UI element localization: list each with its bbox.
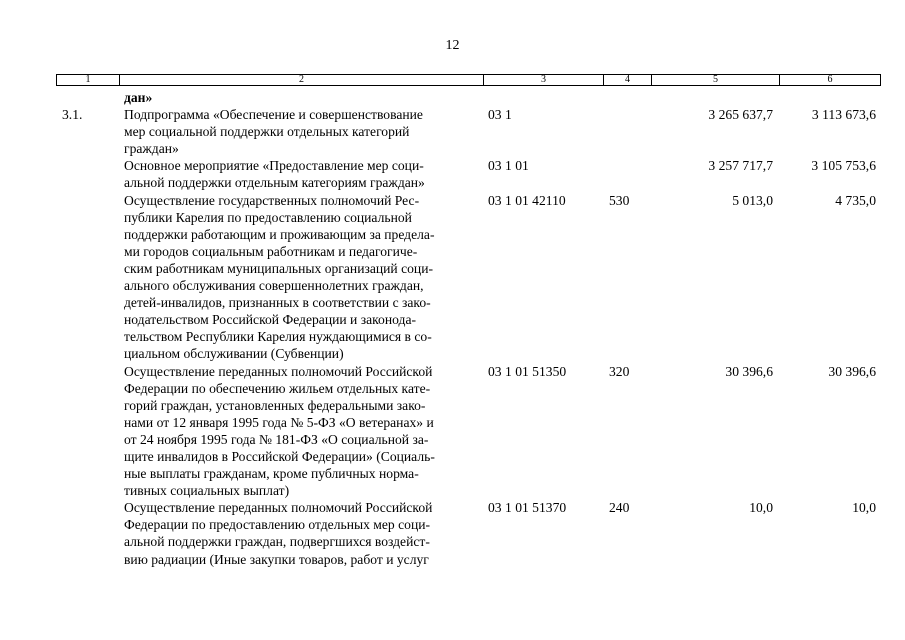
- description-line: ским работникам муниципальных организаций соци-: [124, 260, 433, 276]
- row-target-code: 03 1 01: [488, 158, 529, 174]
- description-line: тельством Республики Карелия нуждающимися в со-: [124, 329, 432, 345]
- row-number: 3.1.: [62, 107, 83, 123]
- description-line: ми городов социальным работникам и педагогиче-: [124, 243, 418, 259]
- description-line: мер социальной поддержки отдельных категорий: [124, 124, 410, 140]
- row-amount-1: 30 396,6: [725, 363, 773, 379]
- row-target-code: 03 1 01 51370: [488, 500, 567, 516]
- description-line: Осуществление государственных полномочий Рес-: [124, 192, 420, 208]
- row-description: [119, 499, 483, 567]
- row-amount-1: 3 265 637,7: [708, 107, 773, 123]
- description-line: Основное мероприятие «Предоставление мер соци-: [124, 158, 424, 174]
- description-line: ального обслуживания совершеннолетних граждан,: [124, 278, 424, 294]
- column-number-2: 2: [120, 75, 484, 86]
- row-amount-2: 3 105 753,6: [811, 158, 876, 174]
- description-line: ные выплаты гражданам, кроме публичных норма-: [124, 466, 419, 482]
- table-body: [56, 89, 881, 568]
- row-amount-2: 30 396,6: [828, 363, 876, 379]
- description-line: Федерации по предоставлению отдельных мер соци-: [124, 517, 431, 533]
- row-amount-2: 10,0: [852, 500, 876, 516]
- table-row: [56, 106, 881, 157]
- table-row: [56, 363, 881, 500]
- row-description: [119, 106, 483, 157]
- description-line: щите инвалидов в Российской Федерации» (Социаль-: [124, 448, 435, 464]
- table-row: [56, 89, 881, 106]
- description-line: циальном обслуживании (Субвенции): [124, 346, 344, 362]
- row-target-code: 03 1: [488, 107, 512, 123]
- row-amount-2: 3 113 673,6: [811, 107, 876, 123]
- row-description: [119, 363, 483, 500]
- row-description: [119, 192, 483, 363]
- column-number-5: 5: [652, 75, 780, 86]
- description-line: альной поддержки граждан, подвергшихся воздейст-: [124, 534, 430, 550]
- table-row: [56, 192, 881, 363]
- page-number: 12: [445, 38, 460, 53]
- row-expense-type: 240: [609, 500, 630, 516]
- description-line: детей-инвалидов, признанных в соответствии с зако-: [124, 295, 431, 311]
- row-description: [119, 89, 483, 106]
- description-line: Федерации по обеспечению жильем отдельных кате-: [124, 380, 431, 396]
- description-line: нами от 12 января 1995 года № 5-ФЗ «О ветеранах» и: [124, 414, 434, 430]
- column-number-1: 1: [57, 75, 120, 86]
- description-line: тивных социальных выплат): [124, 483, 290, 499]
- description-line: поддержки работающим и проживающим за предела-: [124, 226, 435, 242]
- column-number-6: 6: [780, 75, 881, 86]
- column-number-3: 3: [484, 75, 604, 86]
- description-line: нодательством Российской Федерации и законода-: [124, 312, 417, 328]
- row-description: [119, 157, 483, 191]
- row-expense-type: 320: [609, 363, 630, 379]
- row-target-code: 03 1 01 42110: [488, 192, 566, 208]
- table-row: [56, 157, 881, 191]
- row-amount-1: 10,0: [749, 500, 773, 516]
- description-line: Осуществление переданных полномочий Российской: [124, 500, 433, 516]
- description-line: вию радиации (Иные закупки товаров, работ и услуг: [124, 551, 429, 567]
- description-line: альной поддержки отдельным категориям граждан»: [124, 175, 425, 191]
- column-number-4: 4: [604, 75, 652, 86]
- table-column-header: [56, 74, 881, 86]
- description-line: публики Карелия по предоставлению социальной: [124, 209, 412, 225]
- row-amount-2: 4 735,0: [835, 192, 876, 208]
- row-expense-type: 530: [609, 192, 630, 208]
- description-line: от 24 ноября 1995 года № 181-ФЗ «О социальной за-: [124, 431, 429, 447]
- description-line: дан»: [124, 90, 153, 105]
- description-line: горий граждан, установленных федеральными зако-: [124, 397, 426, 413]
- row-amount-1: 5 013,0: [732, 192, 773, 208]
- description-line: Подпрограмма «Обеспечение и совершенствование: [124, 107, 423, 123]
- description-line: граждан»: [124, 141, 179, 157]
- description-line: Осуществление переданных полномочий Российской: [124, 363, 433, 379]
- table-row: [56, 499, 881, 567]
- row-amount-1: 3 257 717,7: [708, 158, 773, 174]
- row-target-code: 03 1 01 51350: [488, 363, 567, 379]
